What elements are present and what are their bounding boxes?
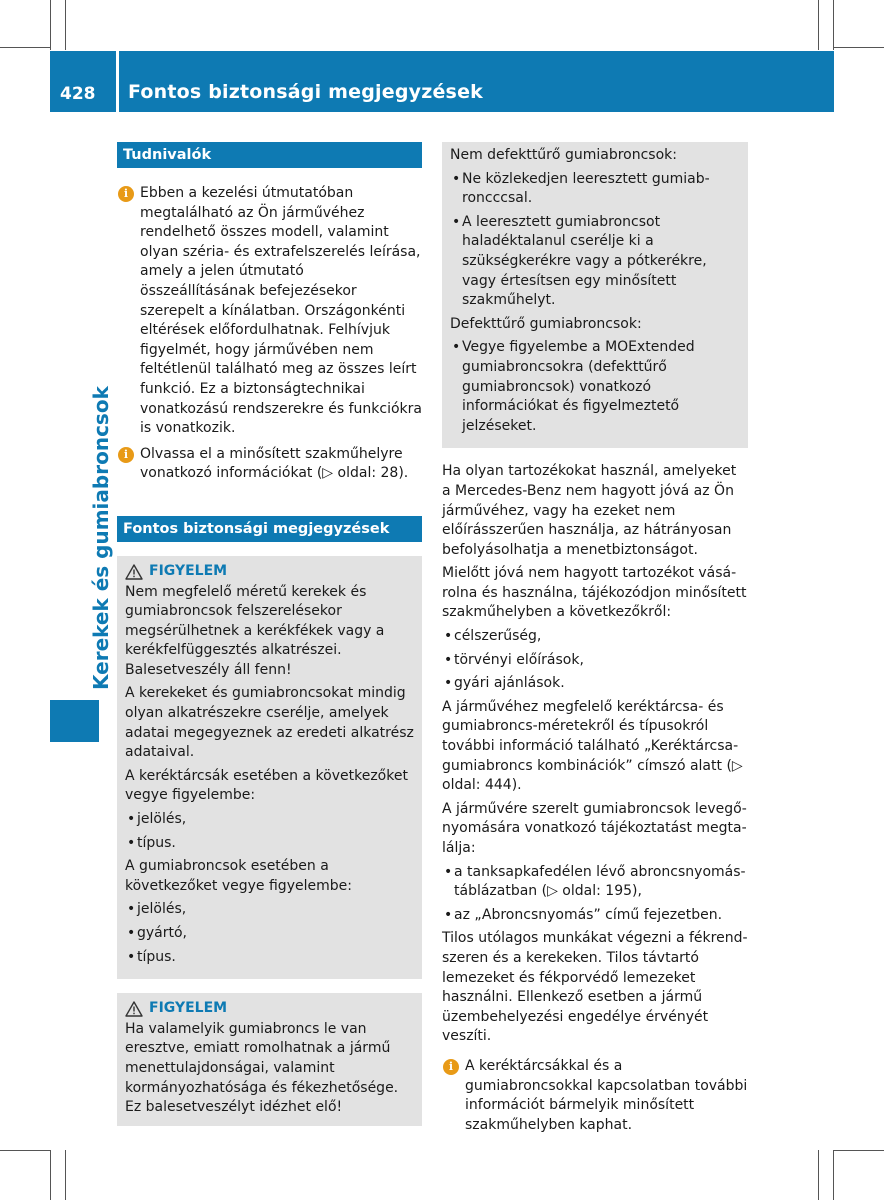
warning-paragraph: Ha valamelyik gumiabroncs le van eresztve, emiatt romolhatnak a jármű menettulajdonságai, valamint kormányozhatósága és fékezhetősége. Ez balesetveszélyt idézhet elő! xyxy=(125,1020,399,1116)
list-item: • jelölés, xyxy=(125,810,414,830)
header-divider xyxy=(116,51,119,112)
page-number: 428 xyxy=(60,84,96,104)
crop-mark xyxy=(818,0,819,50)
warning-triangle-icon xyxy=(125,1001,143,1017)
chapter-label: Kerekek és gumiabroncsok xyxy=(89,386,113,690)
list-item: • A leeresztett gumiabroncsot haladéktalanul cserélje ki a szükségkerékre vagy a pótkerékre, vagy értesítsen egy minősített szakműhelyt. xyxy=(450,213,740,311)
list-item: • a tanksapkafedélen lévő abroncsnyomástáblázatban (▷ oldal: 195), xyxy=(442,863,748,902)
crop-mark xyxy=(50,1150,51,1200)
page-title: Fontos biztonsági megjegyzések xyxy=(128,81,483,103)
warning-paragraph: A gumiabroncsok esetében a következőket vegye figyelembe: xyxy=(125,858,352,894)
bullet-list xyxy=(125,900,414,967)
list-item: • típus. xyxy=(125,834,414,854)
list-item: • típus. xyxy=(125,948,414,968)
paragraph: A járművére szerelt gumiabroncsok levegőnyomására vonatkozó tájékoztatást megtalálja: xyxy=(442,800,747,856)
paragraph: A járművéhez megfelelő keréktárcsa- és gumiabroncs-méretekről és típusokról további információ található „Keréktárcsa-gumiabroncs kombinációk” címszó alatt (▷ oldal: 444). xyxy=(442,698,743,794)
info-text: Olvassa el a minősített szakműhelyre vonatkozó információkat (▷ oldal: 28). xyxy=(140,445,409,482)
list-item: • gyártó, xyxy=(125,924,414,944)
box-label: Defekttűrő gumiabroncsok: xyxy=(450,315,642,332)
crop-mark xyxy=(834,1150,884,1151)
left-column xyxy=(117,142,422,1126)
info-note xyxy=(442,1057,748,1135)
list-item: • Vegye figyelembe a MOExtended gumiabroncsokra (defekttűrő gumiabroncsok) vonatkozó információkat és figyelmeztető jelzéseket. xyxy=(450,338,740,436)
info-icon: i xyxy=(443,1059,459,1075)
bullet-list xyxy=(442,863,748,926)
info-icon: i xyxy=(118,186,134,202)
list-item: • jelölés, xyxy=(125,900,414,920)
warning-triangle-icon xyxy=(125,564,143,580)
warning-paragraph: A keréktárcsák esetében a következőket vegye figyelembe: xyxy=(125,767,408,804)
info-icon: i xyxy=(118,447,134,463)
crop-mark xyxy=(65,1150,66,1200)
list-item: • célszerűség, xyxy=(442,627,748,647)
list-item: • gyári ajánlások. xyxy=(442,674,748,694)
bullet-list xyxy=(125,810,414,853)
info-text: A keréktárcsákkal és a gumiabroncsokkal kapcsolatban további információt bármelyik minősített szakműhelyben kaphat. xyxy=(465,1057,748,1133)
list-item: • az „Abroncsnyomás” című fejezetben. xyxy=(442,906,748,926)
paragraph: Ha olyan tartozékokat használ, amelyeket a Mercedes-Benz nem hagyott jóvá az Ön járművéhez, vagy ha ezeket nem előírásszerűen használja, az hátrányosan befolyásolhatja a menetbiztonságot. xyxy=(442,463,737,558)
box-label: Nem defekttűrő gumiabroncsok: xyxy=(450,147,677,163)
warning-paragraph: A kerekeket és gumiabroncsokat mindig olyan alkatrészekre cserélje, amelyek adatai megegyeznek az eredeti alkatrész adataival. xyxy=(125,685,414,761)
warning-title-text: FIGYELEM xyxy=(149,1000,228,1017)
crop-mark xyxy=(834,47,884,48)
bullet-list xyxy=(450,170,740,311)
right-column xyxy=(442,142,748,1141)
crop-mark xyxy=(818,1150,819,1200)
bullet-list xyxy=(442,627,748,694)
warning-box xyxy=(117,993,422,1126)
warning-box xyxy=(117,556,422,979)
section-heading-safety: Fontos biztonsági megjegyzések xyxy=(117,516,422,542)
crop-mark xyxy=(833,0,834,50)
paragraph: Mielőtt jóvá nem hagyott tartozékot vásárolna és használna, tájékozódjon minősített szakműhelyben a következőkről: xyxy=(442,565,747,621)
tire-info-box xyxy=(442,142,748,448)
warning-title-text: FIGYELEM xyxy=(149,562,228,579)
crop-mark xyxy=(50,0,51,50)
info-note xyxy=(117,184,422,439)
warning-title xyxy=(125,999,414,1019)
crop-mark xyxy=(65,0,66,50)
list-item: • törvényi előírások, xyxy=(442,651,748,671)
info-note xyxy=(117,445,422,484)
crop-mark xyxy=(833,1150,834,1200)
warning-title xyxy=(125,562,414,582)
crop-mark xyxy=(0,47,50,48)
crop-mark xyxy=(0,1150,50,1151)
paragraph: Tilos utólagos munkákat végezni a fékrendszeren és a kerekeken. Tilos távtartó lemezeket és fékporvédő lemezeket használni. Ellenkező esetben a jármű üzembehelyezési engedélye érvényét veszíti. xyxy=(442,930,748,1045)
bullet-list xyxy=(450,338,740,436)
chapter-tab xyxy=(50,700,99,742)
info-text: Ebben a kezelési útmutatóban megtalálható az Ön járművéhez rendelhető összes modell, valamint olyan széria- és extrafelszerelés leírása, amely a jelen útmutató összeállításának befejezésekor szerepelt a kínálatban. Országonkénti eltérések előfordulhatnak. Felhívjuk figyelmét, hogy járművében nem feltétlenül található meg az összes leírt funkció. Ez a biztonságtechnikai vonatkozású rendszerekre és funkciókra is vonatkozik. xyxy=(140,185,423,437)
list-item: • Ne közlekedjen leeresztett gumiabroncccsal. xyxy=(450,170,740,209)
warning-paragraph: Nem megfelelő méretű kerekek és gumiabroncsok felszerelésekor megsérülhetnek a kerékfékek vagy a kerékfelfüggesztés alkatrészei. Balesetveszély áll fenn! xyxy=(125,583,385,678)
section-heading-tudnivalok: Tudnivalók xyxy=(117,142,422,168)
